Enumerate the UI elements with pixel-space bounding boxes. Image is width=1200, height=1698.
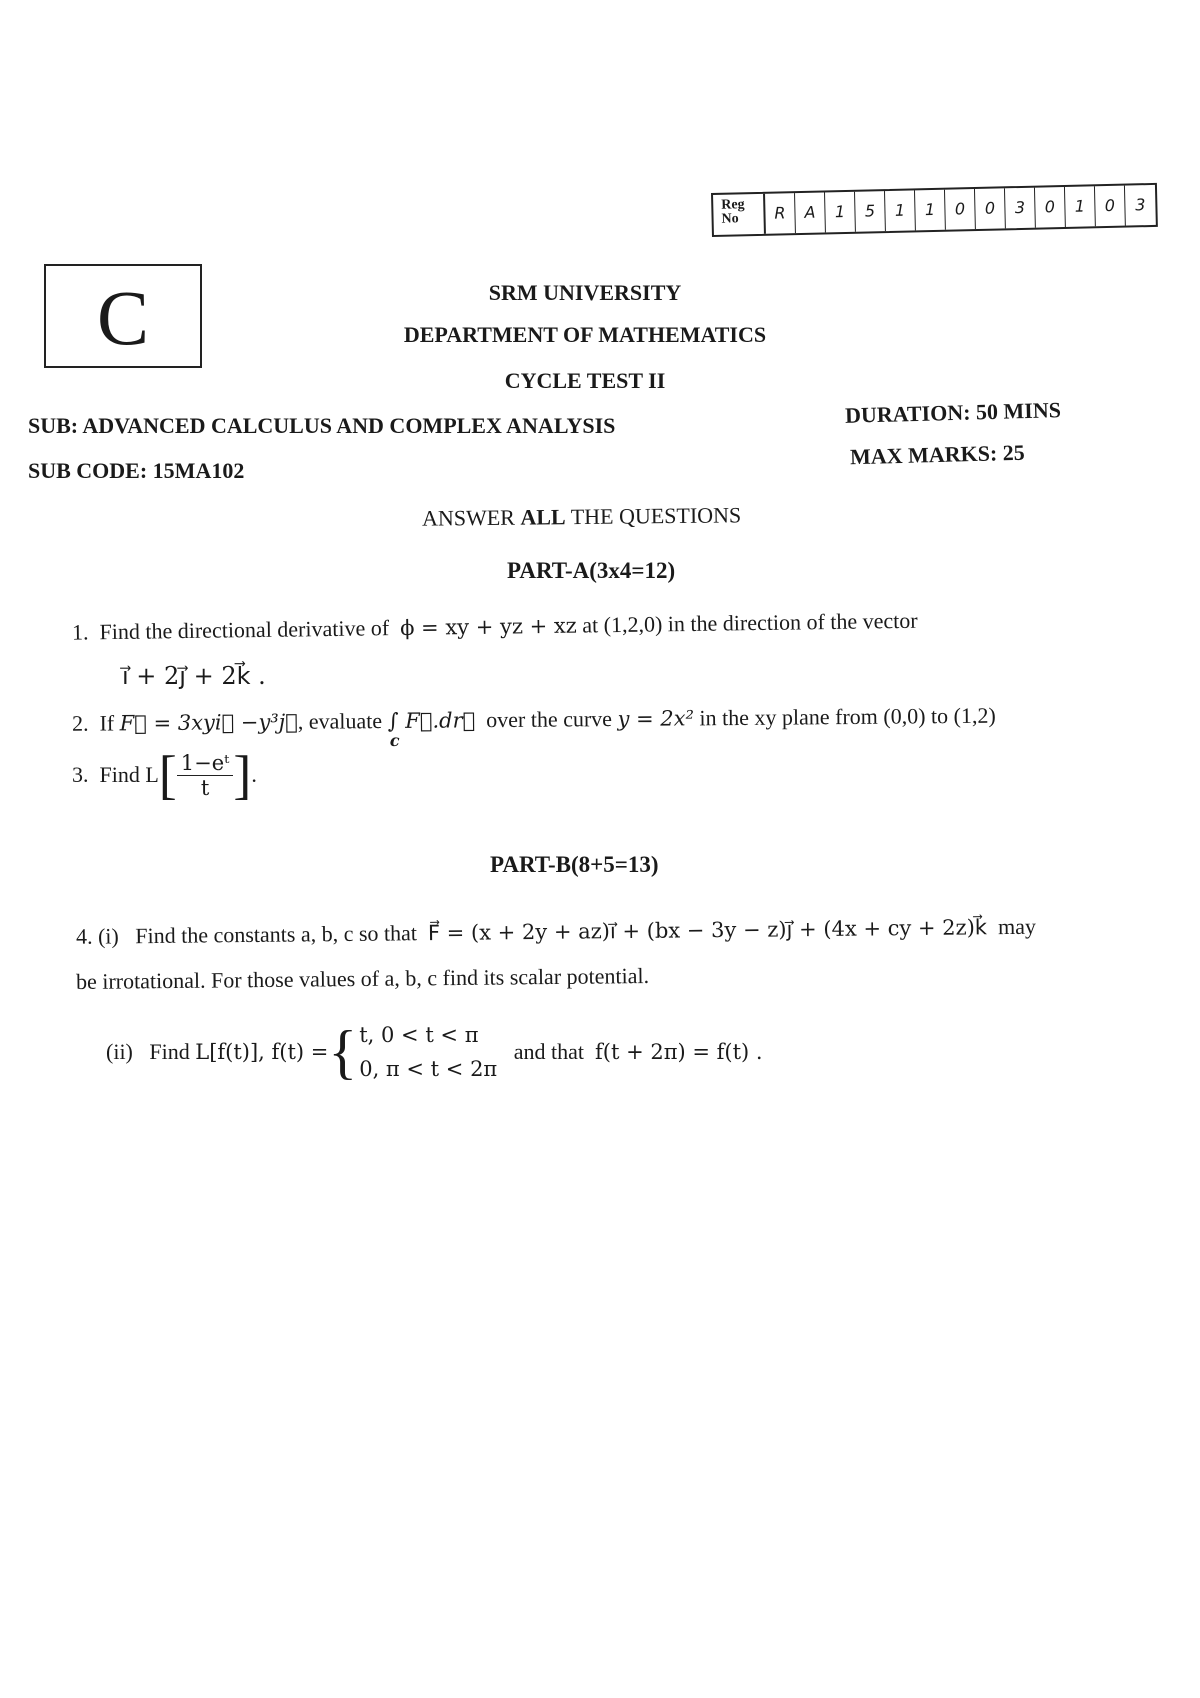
integral-subscript: c xyxy=(389,730,400,751)
direction-vector: i⃗ + 2j⃗ + 2k⃗ . xyxy=(122,662,266,690)
reg-digit: 0 xyxy=(945,189,976,230)
question-4-i xyxy=(76,912,1186,950)
question-number: 2. xyxy=(71,710,89,736)
piecewise-function xyxy=(328,1019,498,1085)
integral-expression: ∫ F⃗.dr⃗ xyxy=(387,708,476,734)
question-3 xyxy=(72,745,257,805)
question-4-i-line2: be irrotational. For those values of a, b, c find its scalar potential. xyxy=(75,963,650,994)
question-4-ii xyxy=(106,1019,763,1085)
part-a-title: PART-A(3x4=12) xyxy=(507,558,676,583)
reg-number-box xyxy=(711,183,1158,237)
reg-label-line2: No xyxy=(721,211,739,227)
question-text: If xyxy=(99,710,115,736)
question-2 xyxy=(71,701,1172,751)
laplace-expression: L[f(t)], f(t) = xyxy=(195,1040,329,1064)
reg-digit: R xyxy=(765,193,796,234)
periodic-condition: f(t + 2π) = f(t) . xyxy=(595,1040,763,1064)
reg-digit: 1 xyxy=(915,190,946,231)
duration: DURATION: 50 MINS xyxy=(844,397,1062,428)
cases xyxy=(359,1023,497,1081)
reg-digit: 1 xyxy=(885,190,916,231)
question-text: Find the constants a, b, c so that xyxy=(135,920,418,949)
department-name: DEPARTMENT OF MATHEMATICS xyxy=(403,322,767,347)
curve-expression: y = 2x² xyxy=(617,706,695,732)
question-text: and that xyxy=(513,1039,584,1064)
reg-digit: 0 xyxy=(1095,186,1126,227)
reg-label-line1: Reg xyxy=(721,197,745,213)
reg-digit: 0 xyxy=(975,188,1006,229)
reg-label xyxy=(713,194,766,235)
right-bracket: ] xyxy=(233,745,252,805)
question-text: Find L xyxy=(99,762,159,787)
line-integral xyxy=(387,708,476,751)
question-text: Find the directional derivative of xyxy=(99,615,390,645)
brace: { xyxy=(328,1019,358,1085)
instruction-line xyxy=(422,502,741,531)
case-1: t, 0 < t < π xyxy=(359,1023,479,1047)
fraction xyxy=(177,751,234,800)
question-number: 3. xyxy=(72,762,89,787)
vector-field: F⃗ = (x + 2y + az)i⃗ + (bx − 3y − z)j⃗ + (4x + cy + 2z)k⃗ xyxy=(427,915,988,946)
part-b-title: PART-B(8+5=13) xyxy=(490,852,659,877)
reg-digit: 3 xyxy=(1135,195,1146,215)
max-marks: MAX MARKS: 25 xyxy=(849,439,1026,470)
reg-digit: A xyxy=(795,192,826,233)
question-end: . xyxy=(251,762,257,787)
question-text: over the curve xyxy=(486,706,613,733)
reg-digit: 5 xyxy=(855,191,886,232)
question-text: in the xy plane from (0,0) to (1,2) xyxy=(699,702,996,731)
question-number: 1. xyxy=(71,619,89,645)
instruction-post: THE QUESTIONS xyxy=(565,502,742,530)
left-bracket: [ xyxy=(158,745,177,805)
university-name: SRM UNIVERSITY xyxy=(488,280,682,305)
reg-digit: 3 xyxy=(1005,188,1036,229)
instruction-bold: ALL xyxy=(520,504,566,530)
subject-line: SUB: ADVANCED CALCULUS AND COMPLEX ANALYSIS xyxy=(28,413,616,438)
reg-digit: 1 xyxy=(825,192,856,233)
vector-field: F⃗ = 3xyi⃗ −y³j⃗ xyxy=(119,709,298,736)
question-number: (ii) xyxy=(106,1039,133,1064)
reg-digit: 1 xyxy=(1065,186,1096,227)
question-number: 4. (i) xyxy=(75,923,119,949)
phi-expression: ϕ = xy + yz + xz xyxy=(399,613,577,641)
instruction-pre: ANSWER xyxy=(421,504,521,531)
test-name: CYCLE TEST II xyxy=(504,368,666,393)
question-text-rest: at (1,2,0) in the direction of the vector xyxy=(582,607,918,638)
question-text: , evaluate xyxy=(297,708,383,734)
question-1 xyxy=(72,604,1162,645)
fraction-denominator: t xyxy=(200,775,210,800)
fraction-numerator: 1−eᵗ xyxy=(177,751,234,776)
set-letter-box: C xyxy=(44,264,202,368)
subject-code: SUB CODE: 15MA102 xyxy=(28,458,245,483)
question-text: may xyxy=(997,913,1037,940)
reg-digit: 0 xyxy=(1035,187,1066,228)
case-2: 0, π < t < 2π xyxy=(359,1057,498,1081)
question-text: Find xyxy=(149,1039,190,1064)
